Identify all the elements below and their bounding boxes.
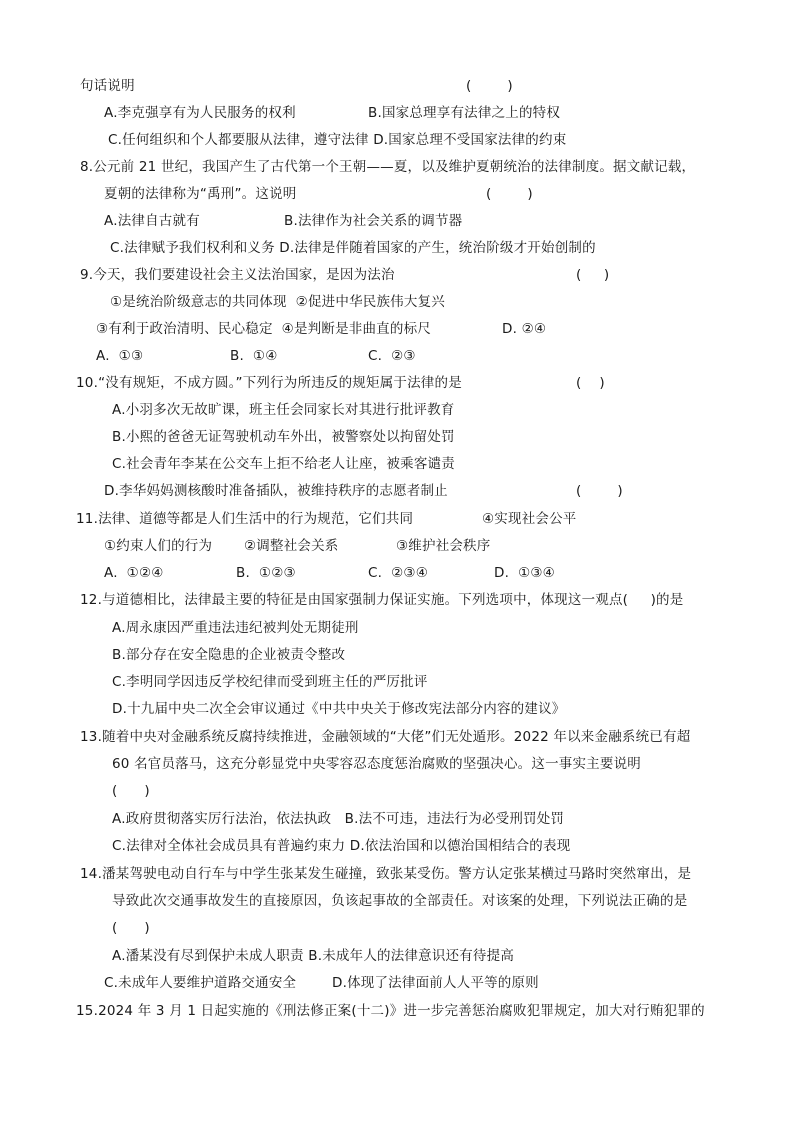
q12-option-b: B.部分存在安全隐患的企业被责令整改 <box>112 647 346 663</box>
q10-option-c: C.社会青年李某在公交车上拒不给老人让座，被乘客谴责 <box>112 456 455 472</box>
q14-stem-cont: 导致此次交通事故发生的直接原因，负该起事故的全部责任。对该案的处理，下列说法正确的是 <box>112 893 688 909</box>
q8-answer-bracket: ( ) <box>486 186 533 202</box>
q8-stem: 8.公元前 21 世纪，我国产生了古代第一个王朝——夏，以及维护夏朝统治的法律制度。据文献记载， <box>80 159 696 175</box>
q7-stem-tail: 句话说明 <box>80 78 135 94</box>
q11-stem: 11.法律、道德等都是人们生活中的行为规范，它们共同 <box>76 511 414 527</box>
q9-statements-2: ③有利于政治清明、民心稳定 ④是判断是非曲直的标尺 <box>96 321 431 337</box>
q10-option-d: D.李华妈妈测核酸时准备插队，被维持秩序的志愿者制止 <box>104 483 448 499</box>
q10-option-a: A.小羽多次无故旷课，班主任会同家长对其进行批评教育 <box>112 402 455 418</box>
q14-option-ab: A.潘某没有尽到保护未成人职责 B.未成年人的法律意识还有待提高 <box>112 948 515 964</box>
q9-statements-1: ①是统治阶级意志的共同体现 ②促进中华民族伟大复兴 <box>110 294 445 310</box>
q15-stem: 15.2024 年 3 月 1 日起实施的《刑法修正案(十二)》进一步完善惩治腐败犯罪规定，加大对行贿犯罪的 <box>76 1003 705 1019</box>
q11-statement-4: ④实现社会公平 <box>482 511 577 527</box>
q9-option-a: A. ①③ <box>96 348 144 364</box>
q8-option-cd: C.法律赋予我们权利和义务 D.法律是伴随着国家的产生，统治阶级才开始创制的 <box>110 240 596 256</box>
q13-option-ab: A.政府贯彻落实厉行法治，依法执政 B.法不可违，违法行为必受刑罚处罚 <box>112 811 565 827</box>
q10-extra-bracket: ( ) <box>576 483 623 499</box>
q9-option-c: C. ②③ <box>368 348 416 364</box>
q11-statement-2: ②调整社会关系 <box>244 538 339 554</box>
q11-option-b: B. ①②③ <box>236 565 296 581</box>
q14-option-d: D.体现了法律面前人人平等的原则 <box>332 975 539 991</box>
q13-stem-cont: 60 名官员落马，这充分彰显党中央零容忍态度惩治腐败的坚强决心。这一事实主要说明 <box>112 756 641 772</box>
q10-stem: 10.“没有规矩，不成方圆。”下列行为所违反的规矩属于法律的是 <box>76 375 462 391</box>
q12-stem: 12.与道德相比，法律最主要的特征是由国家强制力保证实施。下列选项中，体现这一观点( )的是 <box>80 592 684 608</box>
q13-option-cd: C.法律对全体社会成员具有普遍约束力 D.依法治国和以德治国相结合的表现 <box>112 838 571 854</box>
q14-answer-bracket: ( ) <box>112 920 150 936</box>
q11-statement-3: ③维护社会秩序 <box>396 538 491 554</box>
q7-option-a: A.李克强享有为人民服务的权利 <box>104 105 296 121</box>
q8-option-a: A.法律自古就有 <box>104 213 200 229</box>
q11-statement-1: ①约束人们的行为 <box>104 538 213 554</box>
q11-option-a: A. ①②④ <box>104 565 164 581</box>
q9-option-d: D. ②④ <box>502 321 547 337</box>
q11-option-c: C. ②③④ <box>368 565 429 581</box>
q9-stem: 9.今天，我们要建设社会主义法治国家，是因为法治 <box>80 267 395 283</box>
q7-option-cd: C.任何组织和个人都要服从法律，遵守法律 D.国家总理不受国家法律的约束 <box>108 132 567 148</box>
q13-stem: 13.随着中央对金融系统反腐持续推进，金融领域的“大佬”们无处遁形。2022 年以来金融系统已有超 <box>80 729 691 745</box>
q12-option-c: C.李明同学因违反学校纪律而受到班主任的严厉批评 <box>112 674 428 690</box>
q7-option-b: B.国家总理享有法律之上的特权 <box>368 105 561 121</box>
q14-option-c: C.未成年人要维护道路交通安全 <box>104 975 297 991</box>
q8-option-b: B.法律作为社会关系的调节器 <box>284 213 463 229</box>
q14-stem: 14.潘某驾驶电动自行车与中学生张某发生碰撞，致张某受伤。警方认定张某横过马路时突然窜出，是 <box>80 866 692 882</box>
q12-option-d: D.十九届中央二次全会审议通过《中共中央关于修改宪法部分内容的建议》 <box>112 701 566 717</box>
q9-answer-bracket: ( ) <box>576 267 610 283</box>
q8-stem-cont: 夏朝的法律称为“禹刑”。这说明 <box>104 186 297 202</box>
q12-option-a: A.周永康因严重违法违纪被判处无期徒刑 <box>112 620 359 636</box>
q10-answer-bracket: ( ) <box>576 375 605 391</box>
q13-answer-bracket: ( ) <box>112 783 150 799</box>
q9-option-b: B. ①④ <box>230 348 278 364</box>
q11-option-d: D. ①③④ <box>494 565 555 581</box>
q10-option-b: B.小熙的爸爸无证驾驶机动车外出，被警察处以拘留处罚 <box>112 429 455 445</box>
q7-answer-bracket: ( ) <box>466 78 513 94</box>
